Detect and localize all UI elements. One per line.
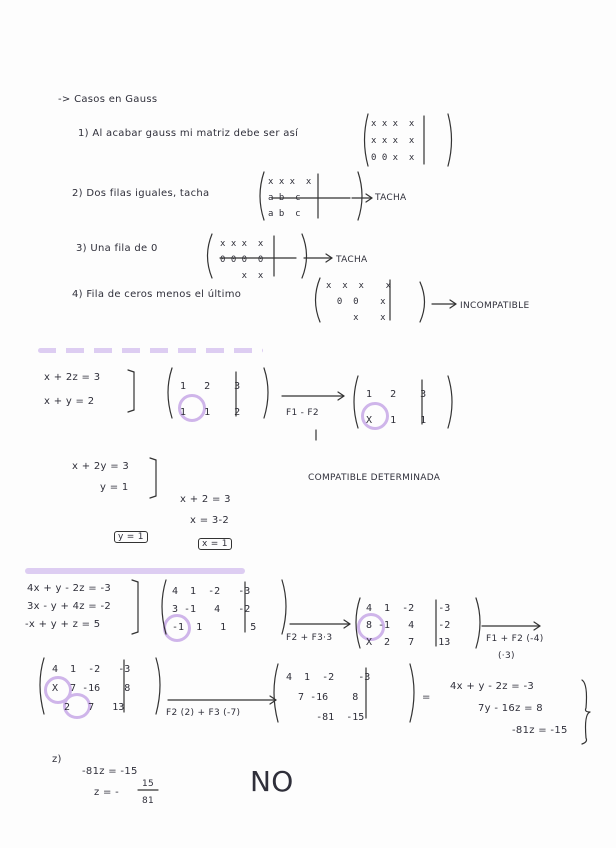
- case-3-text: 3) Una fila de 0: [76, 243, 158, 254]
- case-4-arrow-label: INCOMPATIBLE: [460, 301, 530, 311]
- ex2-result-2: 7y - 16z = 8: [478, 703, 543, 714]
- ex1-substitution-1: x + 2 = 3: [180, 494, 231, 505]
- ex2-matrix-3: 4 1 -2 -3 X 7 -16 8 2 7 13: [52, 664, 131, 713]
- no-annotation: NO: [250, 765, 294, 798]
- case-3-arrow-label: TACHA: [336, 255, 368, 265]
- ex1-row-operation: F1 - F2: [286, 408, 319, 418]
- ex1-answer-x: x = 1: [198, 538, 232, 550]
- ex1-matrix-2: 1 2 3 X 1 1: [366, 389, 427, 426]
- ex1-classification: COMPATIBLE DETERMINADA: [308, 473, 441, 483]
- ex1-matrix-1: 1 2 3 1 1 2: [180, 381, 241, 418]
- separator-highlight-1: [38, 348, 263, 353]
- ex1-system-eq1: x + 2y = 3: [72, 461, 130, 472]
- case-1-text: 1) Al acabar gauss mi matriz debe ser así: [78, 128, 299, 139]
- case-2-matrix: x x x x a b c a b c: [268, 177, 312, 219]
- ex2-op-1: F2 + F3·3: [286, 633, 333, 643]
- separator-highlight-2: [25, 568, 245, 574]
- ex2-matrix-1: 4 1 -2 -3 3 -1 4 -2 -1 1 1 5: [172, 586, 257, 633]
- ex2-equation-3: -x + y + z = 5: [25, 619, 101, 630]
- case-2-text: 2) Dos filas iguales, tacha: [72, 188, 210, 199]
- case-1-matrix: x x x x x x x x 0 0 x x: [371, 119, 415, 163]
- ex2-equation-2: 3x - y + 4z = -2: [27, 601, 112, 612]
- section-heading: -> Casos en Gauss: [58, 94, 158, 105]
- z-denominator: 81: [142, 796, 155, 806]
- ex1-substitution-2: x = 3-2: [190, 515, 230, 526]
- case-3-matrix: x x x x 0 0 0 0 x x: [220, 239, 264, 281]
- ex2-equals: =: [422, 692, 431, 703]
- ex2-equation-1: 4x + y - 2z = -3: [27, 583, 112, 594]
- ex2-result-3: -81z = -15: [512, 725, 568, 736]
- case-2-arrow-label: TACHA: [375, 193, 407, 203]
- ex2-matrix-2: 4 1 -2 -3 8 -1 4 -2 X 2 7 13: [366, 603, 451, 648]
- ex2-op-2: F1 + F2 (-4): [486, 634, 544, 644]
- ex2-result-1: 4x + y - 2z = -3: [450, 681, 535, 692]
- z-numerator: 15: [142, 779, 155, 789]
- z-label: z): [52, 754, 62, 765]
- case-4-matrix: x x x x 0 0 x x x: [326, 281, 392, 323]
- ex1-answer-y: y = 1: [114, 531, 148, 543]
- z-equation-1: -81z = -15: [82, 766, 138, 777]
- ex1-equation-2: x + y = 2: [44, 396, 95, 407]
- ex1-equation-1: x + 2z = 3: [44, 372, 101, 383]
- ex2-op-2b: (·3): [498, 651, 515, 661]
- ex1-system-eq2: y = 1: [100, 482, 129, 493]
- z-equation-2: z = -: [94, 787, 120, 798]
- ex2-op-3: F2 (2) + F3 (-7): [166, 708, 241, 718]
- case-4-text: 4) Fila de ceros menos el último: [72, 289, 242, 300]
- ex2-matrix-4: 4 1 -2 -3 7 -16 8 -81 -15: [286, 672, 371, 723]
